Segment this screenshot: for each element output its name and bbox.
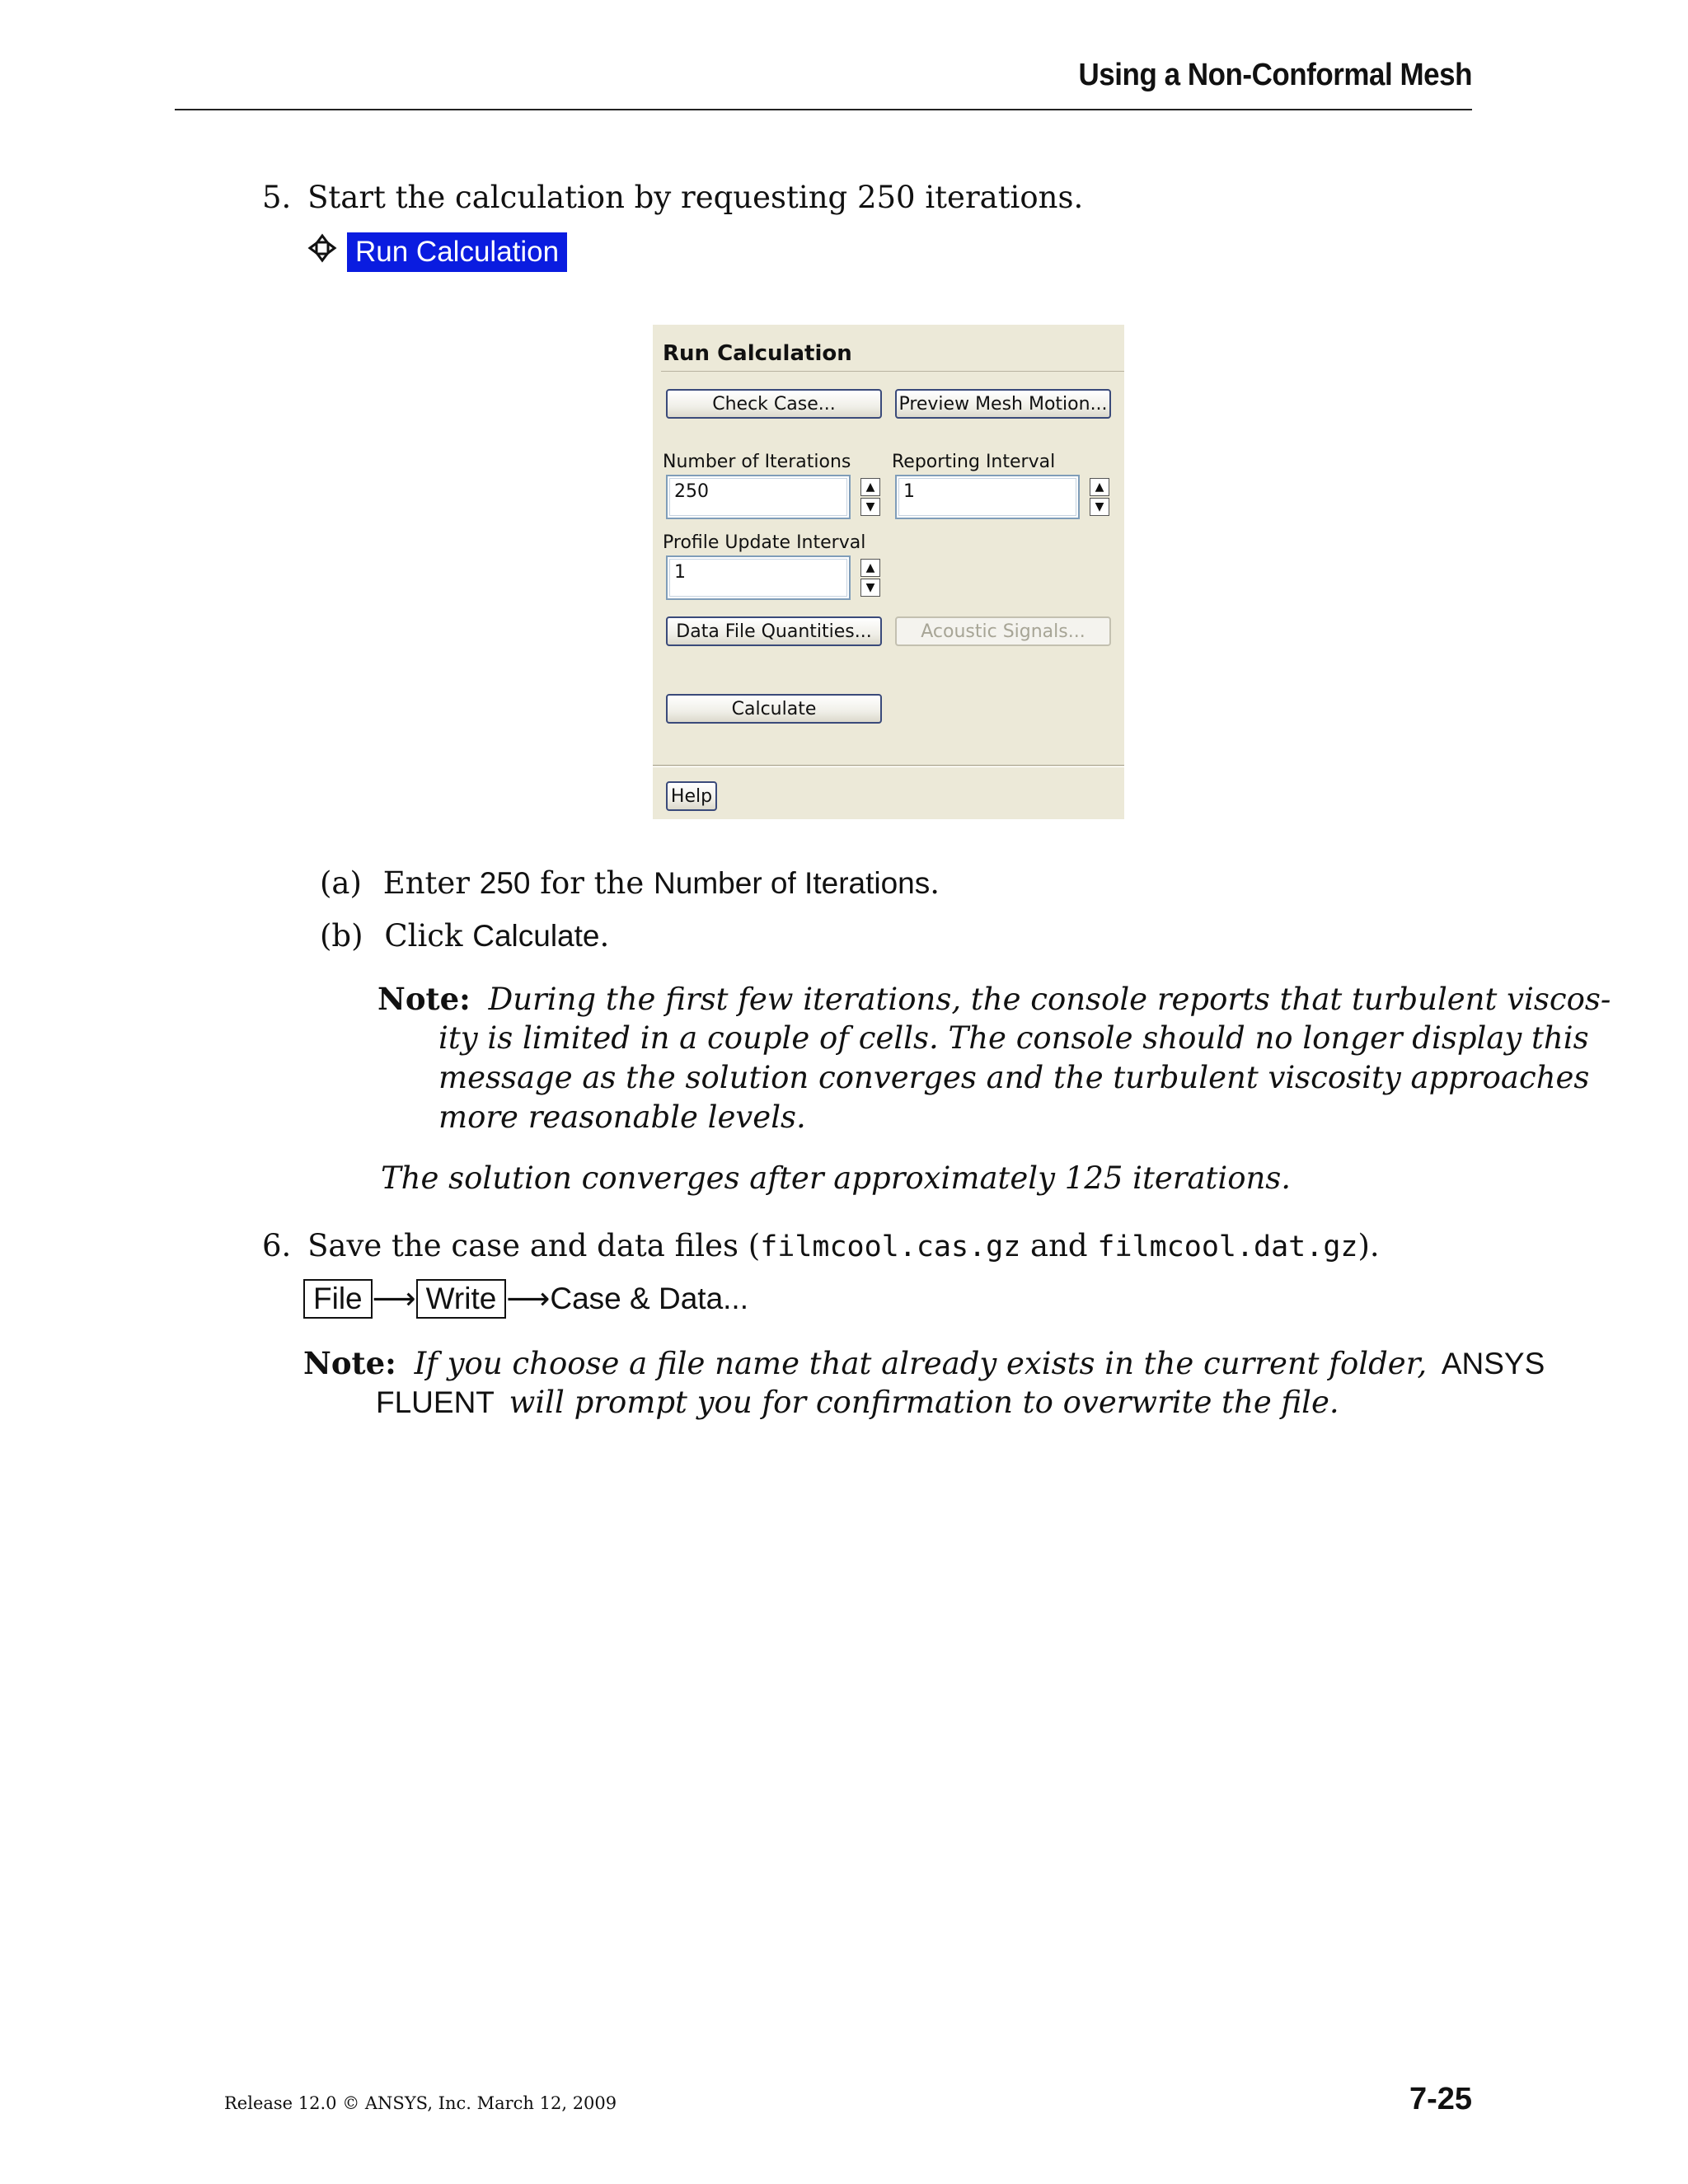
menu-arrow-icon: ⟶ xyxy=(372,1281,416,1316)
spin-down-icon[interactable]: ▼ xyxy=(860,579,880,597)
run-calculation-dialog xyxy=(653,325,1124,819)
profile-update-stepper[interactable] xyxy=(860,559,882,598)
check-case-button[interactable]: Check Case... xyxy=(666,389,882,419)
data-file-quantities-button[interactable]: Data File Quantities... xyxy=(666,616,882,646)
note-1-line-4: more reasonable levels. xyxy=(438,1099,806,1135)
dialog-title-rule xyxy=(661,371,1124,372)
substep-a-mid: for the xyxy=(530,865,654,901)
spin-up-icon[interactable]: ▲ xyxy=(1090,478,1109,496)
menu-arrow-icon: ⟶ xyxy=(506,1281,551,1316)
substep-a-post: . xyxy=(930,865,940,901)
spin-down-icon[interactable]: ▼ xyxy=(860,498,880,516)
reporting-interval-stepper[interactable] xyxy=(1090,478,1111,518)
note-1-line-3: message as the solution converges and the turbulent viscosity approaches xyxy=(438,1060,1590,1095)
step-6-pre: Save the case and data files ( xyxy=(307,1228,761,1263)
note-2-ansys: ANSYS xyxy=(1441,1347,1545,1380)
step-5-text: Start the calculation by requesting 250 iterations. xyxy=(307,180,1084,215)
note-1-text-1: During the first few iterations, the console reports that turbulent viscos- xyxy=(488,982,1611,1017)
page-number: 7-25 xyxy=(1409,2082,1472,2116)
substep-b-button: Calculate xyxy=(472,919,600,953)
page-header-title: Using a Non-Conformal Mesh xyxy=(1078,58,1472,92)
profile-update-label: Profile Update Interval xyxy=(663,532,866,553)
run-calculation-link[interactable]: Run Calculation xyxy=(347,232,567,272)
iterations-label: Number of Iterations xyxy=(663,452,851,472)
footer-release: Release 12.0 © ANSYS, Inc. March 12, 2009 xyxy=(224,2093,617,2113)
substep-b-post: . xyxy=(599,918,610,954)
iterations-input[interactable]: 250 xyxy=(666,475,851,519)
menu-write[interactable]: Write xyxy=(416,1279,507,1319)
substep-b xyxy=(320,916,609,956)
profile-update-input[interactable]: 1 xyxy=(666,555,851,600)
step-5 xyxy=(262,178,1083,218)
dialog-title: Run Calculation xyxy=(663,341,852,366)
convergence-note: The solution converges after approximately 125 iterations. xyxy=(381,1160,1292,1196)
substep-b-marker: (b) xyxy=(320,918,363,954)
acoustic-signals-button: Acoustic Signals... xyxy=(895,616,1111,646)
data-file-name: filmcool.dat.gz xyxy=(1097,1230,1358,1263)
note-2-post: will prompt you for confirmation to overwrite the file. xyxy=(509,1385,1339,1420)
note-1-label: Note: xyxy=(377,981,471,1017)
header-rule xyxy=(175,109,1472,110)
substep-b-pre: Click xyxy=(384,918,473,954)
iterations-stepper[interactable] xyxy=(860,478,882,518)
note-2-line-2 xyxy=(376,1383,1339,1422)
note-2-label: Note: xyxy=(303,1345,396,1381)
spin-up-icon[interactable]: ▲ xyxy=(860,478,880,496)
move-icon xyxy=(307,232,338,264)
menu-path xyxy=(303,1279,748,1319)
note-1-line-2: ity is limited in a couple of cells. The console should no longer display this xyxy=(438,1020,1589,1056)
note-2-line-1 xyxy=(303,1343,1545,1384)
reporting-interval-input[interactable]: 1 xyxy=(895,475,1080,519)
substep-a-value: 250 xyxy=(479,866,531,900)
step-6-post: ). xyxy=(1357,1228,1380,1263)
spin-up-icon[interactable]: ▲ xyxy=(860,559,880,577)
reporting-interval-label: Reporting Interval xyxy=(892,452,1056,472)
step-6 xyxy=(262,1226,1380,1267)
step-5-number: 5. xyxy=(262,180,292,215)
menu-case-data[interactable]: Case & Data... xyxy=(550,1282,748,1315)
note-2-text: If you choose a file name that already exists in the current folder, xyxy=(414,1346,1428,1381)
note-2-fluent: FLUENT xyxy=(376,1385,495,1419)
step-6-and: and xyxy=(1020,1228,1098,1263)
substep-a-field: Number of Iterations xyxy=(654,866,931,900)
dialog-divider-highlight xyxy=(653,766,1124,767)
substep-a xyxy=(320,864,940,903)
calculate-button[interactable]: Calculate xyxy=(666,694,882,724)
substep-a-marker: (a) xyxy=(320,865,362,901)
substep-a-pre: Enter xyxy=(382,865,480,901)
case-file-name: filmcool.cas.gz xyxy=(760,1230,1021,1263)
spin-down-icon[interactable]: ▼ xyxy=(1090,498,1109,516)
preview-mesh-motion-button[interactable]: Preview Mesh Motion... xyxy=(895,389,1111,419)
dialog-divider xyxy=(653,765,1124,766)
step-6-number: 6. xyxy=(262,1228,292,1263)
help-button[interactable]: Help xyxy=(666,781,717,811)
note-1-line-1 xyxy=(377,979,1611,1019)
menu-file[interactable]: File xyxy=(303,1279,373,1319)
